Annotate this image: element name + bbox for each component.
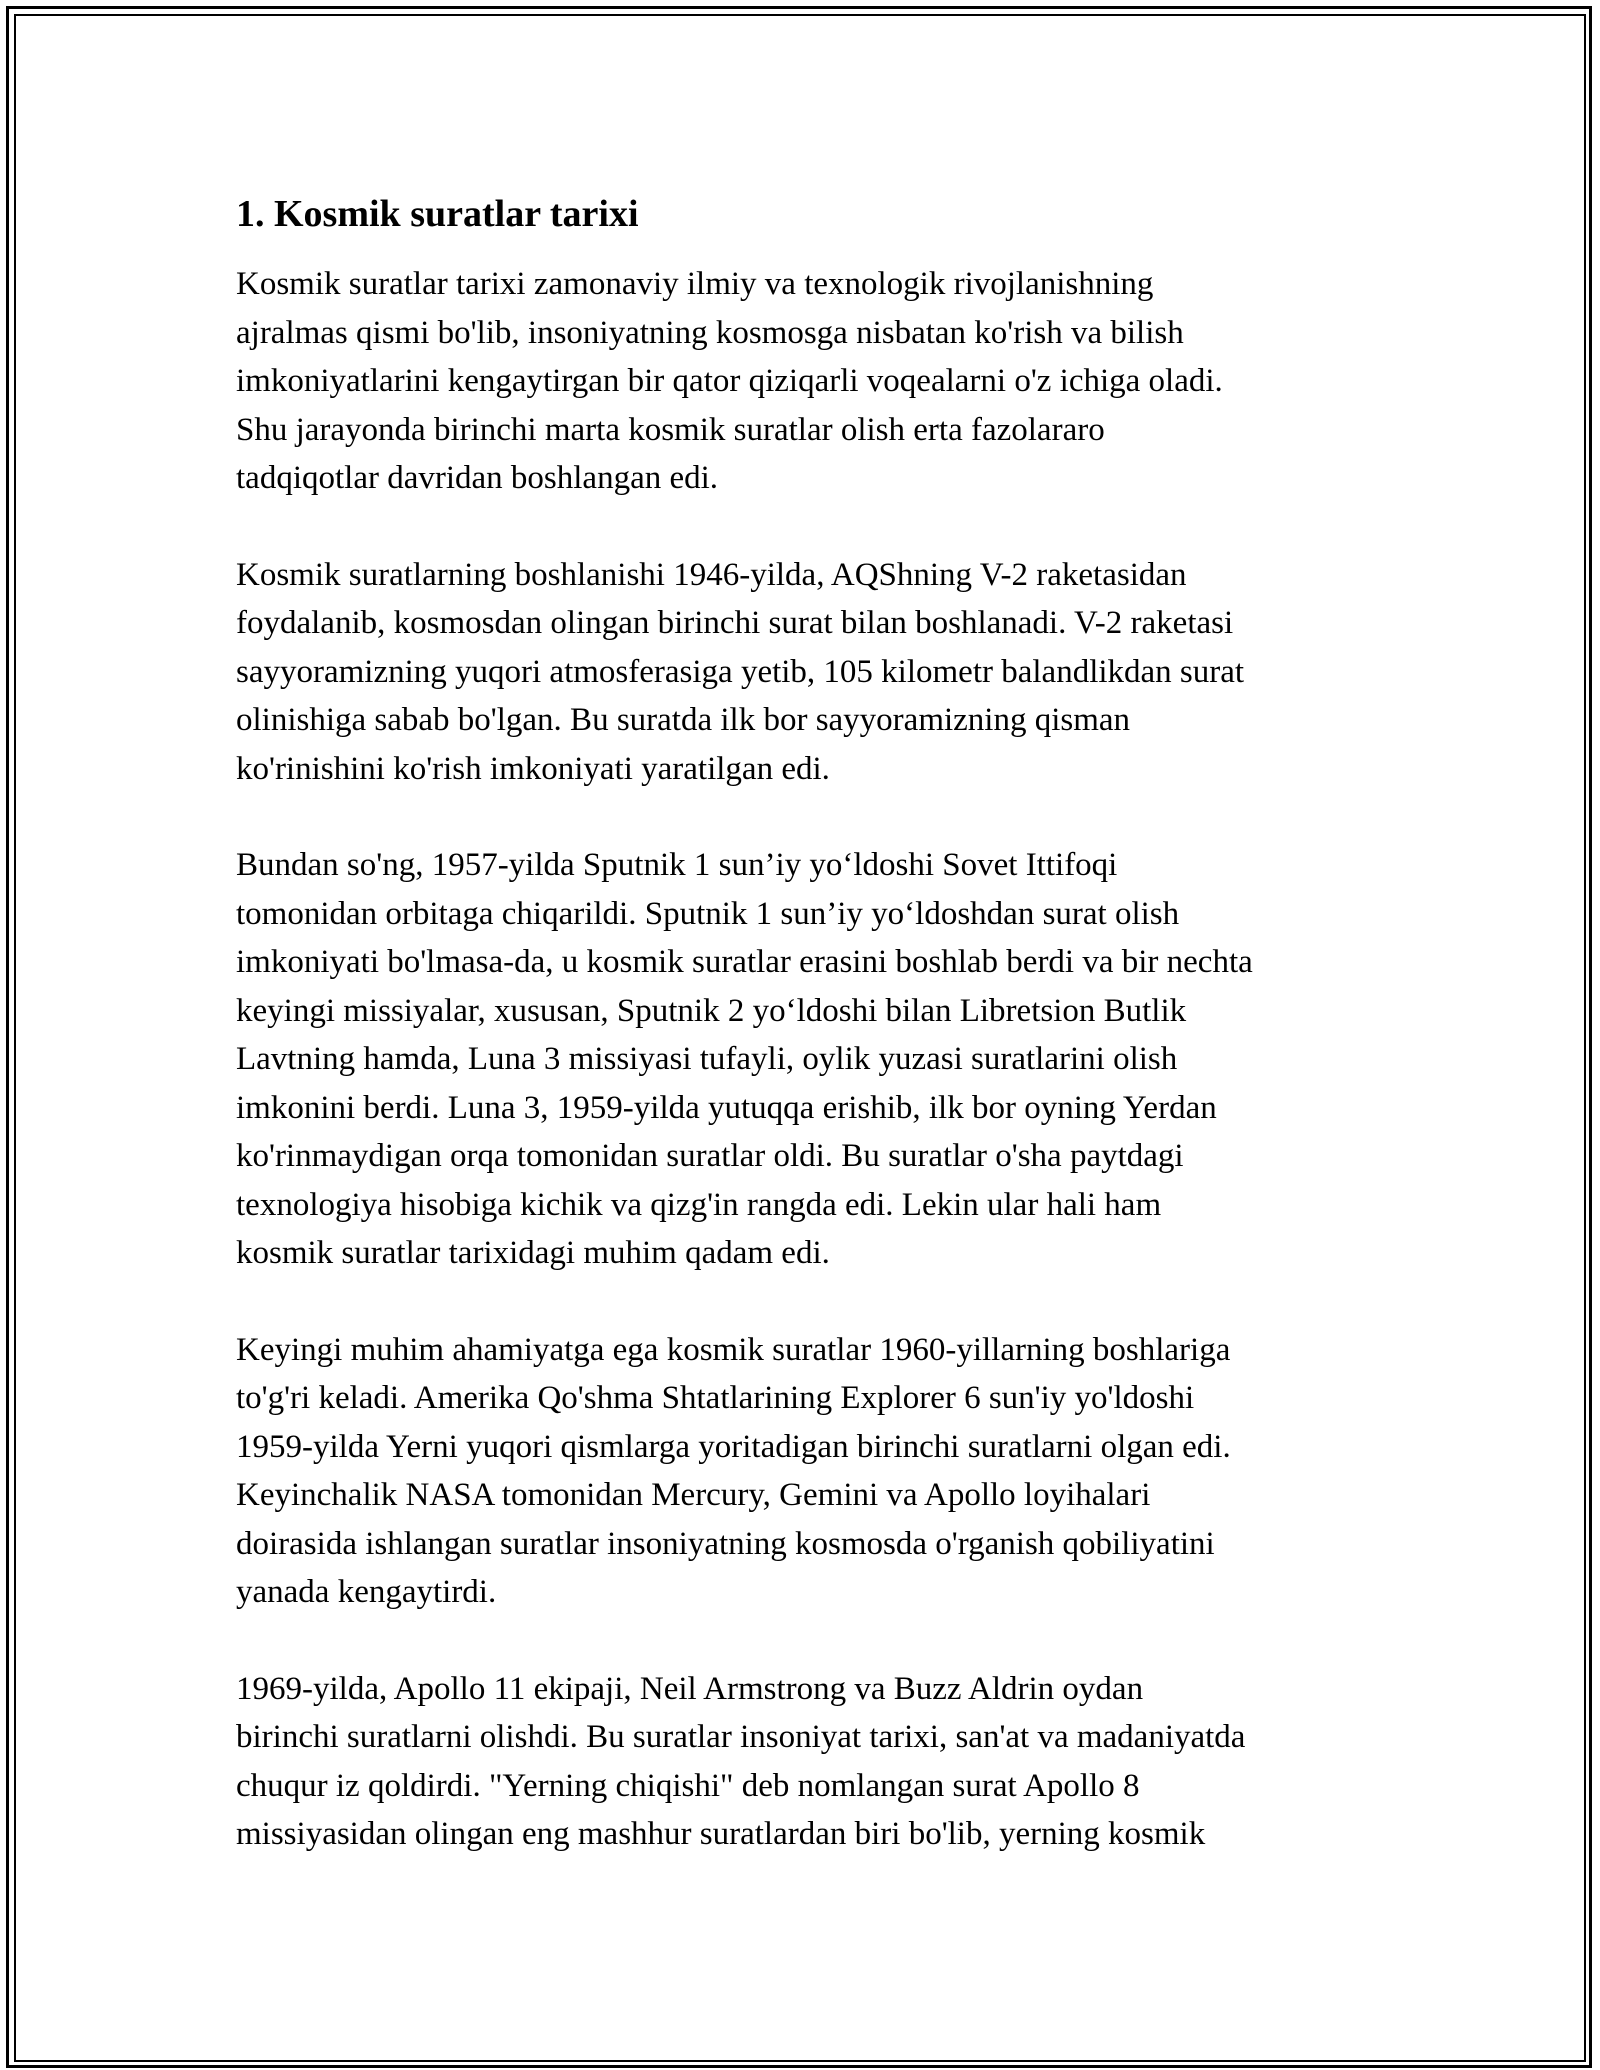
text-line: ajralmas qismi bo'lib, insoniyatning kosmosga nisbatan ko'rish va bilish: [236, 314, 1184, 351]
section-heading: 1. Kosmik suratlar tarixi: [236, 193, 639, 235]
paragraph-5: [236, 1665, 1376, 1859]
text-line: Shu jarayonda birinchi marta kosmik suratlar olish erta fazolararo: [236, 411, 1105, 448]
text-line: 1959-yilda Yerni yuqori qismlarga yoritadigan birinchi suratlarni olgan edi.: [236, 1428, 1231, 1465]
text-line: sayyoramizning yuqori atmosferasiga yetib, 105 kilometr balandlikdan surat: [236, 653, 1245, 690]
text-line: imkonini berdi. Luna 3, 1959-yilda yutuqqa erishib, ilk bor oyning Yerdan: [236, 1089, 1217, 1126]
text-line: ko'rinishini ko'rish imkoniyati yaratilgan edi.: [236, 750, 830, 787]
paragraph-4: [236, 1326, 1376, 1617]
text-line: ko'rinmaydigan orqa tomonidan suratlar oldi. Bu suratlar o'sha paytdagi: [236, 1138, 1184, 1174]
text-line: birinchi suratlarni olishdi. Bu suratlar insoniyat tarixi, san'at va madaniyatda: [236, 1719, 1246, 1755]
paragraph-1: [236, 260, 1376, 503]
text-line: Keyingi muhim ahamiyatga ega kosmik suratlar 1960-yillarning boshlariga: [236, 1331, 1231, 1368]
text-line: keyingi missiyalar, xususan, Sputnik 2 yo‘ldoshi bilan Libretsion Butlik: [236, 992, 1187, 1029]
text-line: Keyinchalik NASA tomonidan Mercury, Gemini va Apollo loyihalari: [236, 1477, 1151, 1513]
text-line: texnologiya hisobiga kichik va qizg'in rangda edi. Lekin ular hali ham: [236, 1186, 1162, 1223]
document-body: [236, 188, 1376, 1907]
text-line: Lavtning hamda, Luna 3 missiyasi tufayli, oylik yuzasi suratlarini olish: [236, 1041, 1178, 1077]
text-line: Kosmik suratlar tarixi zamonaviy ilmiy va texnologik rivojlanishning: [236, 266, 1154, 302]
text-line: Kosmik suratlarning boshlanishi 1946-yilda, AQShning V-2 raketasidan: [236, 556, 1187, 593]
text-line: missiyasidan olingan eng mashhur suratlardan biri bo'lib, yerning kosmik: [236, 1816, 1206, 1852]
text-line: Bundan so'ng, 1957-yilda Sputnik 1 sun’iy yo‘ldoshi Sovet Ittifoqi: [236, 847, 1118, 883]
text-line: to'g'ri keladi. Amerika Qo'shma Shtatlarining Explorer 6 sun'iy yo'ldoshi: [236, 1380, 1195, 1416]
text-line: imkoniyati bo'lmasa-da, u kosmik suratlar erasini boshlab berdi va bir nechta: [236, 944, 1253, 980]
text-line: olinishiga sabab bo'lgan. Bu suratda ilk bor sayyoramizning qisman: [236, 702, 1131, 738]
text-line: imkoniyatlarini kengaytirgan bir qator qiziqarli voqealarni o'z ichiga oladi.: [236, 363, 1223, 399]
text-line: doirasida ishlangan suratlar insoniyatning kosmosda o'rganish qobiliyatini: [236, 1525, 1215, 1562]
text-line: kosmik suratlar tarixidagi muhim qadam edi.: [236, 1235, 830, 1271]
text-line: 1969-yilda, Apollo 11 ekipaji, Neil Armstrong va Buzz Aldrin oydan: [236, 1670, 1144, 1707]
text-line: yanada kengaytirdi.: [236, 1574, 497, 1610]
text-line: tadqiqotlar davridan boshlangan edi.: [236, 460, 719, 496]
text-line: chuqur iz qoldirdi. "Yerning chiqishi" deb nomlangan surat Apollo 8: [236, 1767, 1140, 1804]
text-line: foydalanib, kosmosdan olingan birinchi surat bilan boshlanadi. V-2 raketasi: [236, 605, 1234, 641]
paragraph-2: [236, 551, 1376, 794]
paragraph-3: [236, 841, 1376, 1278]
text-line: tomonidan orbitaga chiqarildi. Sputnik 1 sun’iy yo‘ldoshdan surat olish: [236, 895, 1180, 932]
